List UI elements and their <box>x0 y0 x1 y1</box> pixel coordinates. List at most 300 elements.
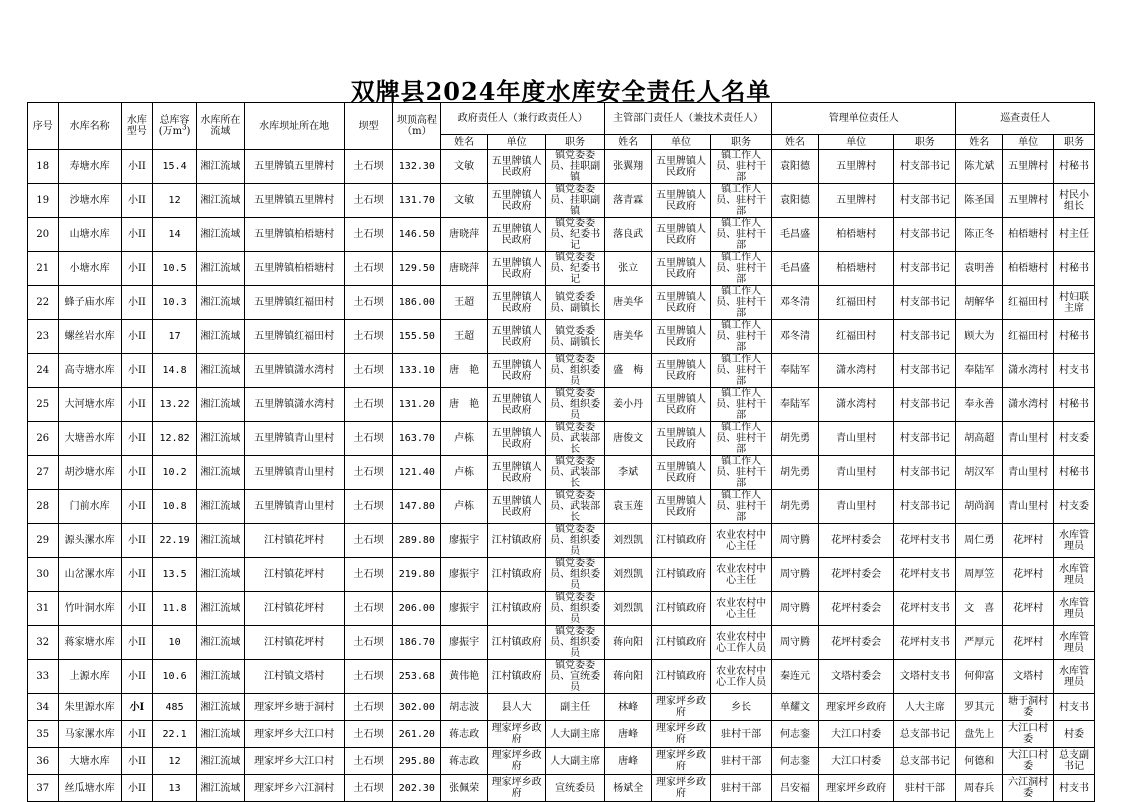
table-row <box>28 721 1095 748</box>
cell-basin: 湘江流域 <box>196 626 244 660</box>
cell-patrol-unit: 潇水湾村 <box>1003 388 1054 422</box>
cell-basin: 湘江流域 <box>196 660 244 694</box>
cell-size: 小II <box>121 150 153 184</box>
cell-gov-name: 王超 <box>441 320 488 354</box>
cell-size: 小II <box>121 660 153 694</box>
subheader-duty: 职务 <box>711 135 772 150</box>
cell-capacity: 22.19 <box>153 524 197 558</box>
cell-dept-name: 姜小丹 <box>605 388 652 422</box>
cell-gov-unit: 江村镇政府 <box>488 660 546 694</box>
table-row <box>28 252 1095 286</box>
cell-gov-duty: 镇党委委员、挂职副镇 <box>546 184 605 218</box>
table-row <box>28 660 1095 694</box>
cell-patrol-duty: 村秘书 <box>1054 456 1095 490</box>
cell-dept-duty: 镇工作人员、驻村干部 <box>711 252 772 286</box>
cell-patrol-duty: 村妇联主席 <box>1054 286 1095 320</box>
cell-patrol-duty: 水库管理员 <box>1054 524 1095 558</box>
cell-gov-name: 王超 <box>441 286 488 320</box>
cell-basin: 湘江流域 <box>196 775 244 802</box>
cell-gov-name: 廖振宇 <box>441 626 488 660</box>
cell-reservoir-name: 高寺塘水库 <box>58 354 121 388</box>
cell-mgmt-duty: 花坪村支书 <box>894 524 956 558</box>
table-row <box>28 422 1095 456</box>
cell-mgmt-duty: 花坪村支书 <box>894 592 956 626</box>
cell-patrol-unit: 花坪村 <box>1003 524 1054 558</box>
cell-dept-duty: 镇工作人员、驻村干部 <box>711 286 772 320</box>
cell-capacity: 17 <box>153 320 197 354</box>
subheader-name: 姓名 <box>772 135 819 150</box>
cell-basin: 湘江流域 <box>196 252 244 286</box>
cell-capacity: 12.82 <box>153 422 197 456</box>
cell-dept-unit: 五里牌镇人民政府 <box>652 218 711 252</box>
cell-size: 小II <box>121 626 153 660</box>
cell-capacity: 12 <box>153 748 197 775</box>
cell-mgmt-duty: 村支部书记 <box>894 218 956 252</box>
cell-location: 理家坪乡大江口村 <box>244 721 344 748</box>
cell-patrol-name: 周春兵 <box>956 775 1003 802</box>
table-row <box>28 320 1095 354</box>
cell-reservoir-name: 大塘善水库 <box>58 422 121 456</box>
cell-mgmt-name: 何志銮 <box>772 721 819 748</box>
cell-patrol-unit: 青山里村 <box>1003 490 1054 524</box>
cell-size: 小II <box>121 354 153 388</box>
cell-elevation: 131.20 <box>393 388 441 422</box>
cell-dept-name: 杨斌全 <box>605 775 652 802</box>
cell-elevation: 121.40 <box>393 456 441 490</box>
cell-location: 江村镇花坪村 <box>244 524 344 558</box>
cell-patrol-duty: 水库管理员 <box>1054 626 1095 660</box>
cell-gov-duty: 镇党委委员、组织委员 <box>546 626 605 660</box>
cell-basin: 湘江流域 <box>196 218 244 252</box>
cell-dept-name: 唐峰 <box>605 721 652 748</box>
cell-mgmt-name: 奉陆军 <box>772 354 819 388</box>
cell-gov-duty: 镇党委委员、武装部长 <box>546 456 605 490</box>
cell-seq: 19 <box>28 184 59 218</box>
cell-gov-name: 蒋志政 <box>441 721 488 748</box>
cell-reservoir-name: 胡沙塘水库 <box>58 456 121 490</box>
cell-basin: 湘江流域 <box>196 422 244 456</box>
cell-gov-unit: 江村镇政府 <box>488 592 546 626</box>
subheader-name: 姓名 <box>605 135 652 150</box>
cell-gov-duty: 镇党委委员、挂职副镇 <box>546 150 605 184</box>
cell-mgmt-name: 胡先勇 <box>772 422 819 456</box>
cell-reservoir-name: 竹叶洞水库 <box>58 592 121 626</box>
cell-dept-unit: 五里牌镇人民政府 <box>652 422 711 456</box>
cell-basin: 湘江流域 <box>196 184 244 218</box>
cell-patrol-unit: 文塔村 <box>1003 660 1054 694</box>
cell-mgmt-duty: 花坪村支书 <box>894 626 956 660</box>
cell-seq: 31 <box>28 592 59 626</box>
cell-dept-duty: 农业农村中心工作人员 <box>711 660 772 694</box>
cell-gov-name: 黄伟艳 <box>441 660 488 694</box>
cell-gov-unit: 江村镇政府 <box>488 524 546 558</box>
cell-mgmt-name: 周守腾 <box>772 524 819 558</box>
cell-mgmt-unit: 潇水湾村 <box>818 354 893 388</box>
cell-size: 小II <box>121 592 153 626</box>
table-body <box>28 150 1095 802</box>
cell-mgmt-name: 周守腾 <box>772 626 819 660</box>
cell-dept-duty: 驻村干部 <box>711 775 772 802</box>
cell-gov-name: 文敏 <box>441 150 488 184</box>
cell-patrol-name: 陈尤斌 <box>956 150 1003 184</box>
cell-mgmt-name: 秦连元 <box>772 660 819 694</box>
table-row <box>28 592 1095 626</box>
cell-patrol-name: 严厚元 <box>956 626 1003 660</box>
cell-location: 五里牌镇潇水湾村 <box>244 388 344 422</box>
header-gov-group: 政府责任人（兼行政责任人） <box>441 103 605 135</box>
table-row <box>28 150 1095 184</box>
cell-patrol-unit: 大江口村委 <box>1003 721 1054 748</box>
cell-basin: 湘江流域 <box>196 320 244 354</box>
cell-dept-duty: 镇工作人员、驻村干部 <box>711 422 772 456</box>
cell-mgmt-duty: 人大主席 <box>894 694 956 721</box>
cell-patrol-duty: 村秘书 <box>1054 150 1095 184</box>
cell-dept-name: 唐俊文 <box>605 422 652 456</box>
cell-dept-unit: 理家坪乡政府 <box>652 748 711 775</box>
cell-mgmt-unit: 红福田村 <box>818 286 893 320</box>
cell-mgmt-unit: 红福田村 <box>818 320 893 354</box>
cell-gov-duty: 镇党委委员、副镇长 <box>546 320 605 354</box>
cell-seq: 25 <box>28 388 59 422</box>
cell-gov-name: 唐晓萍 <box>441 252 488 286</box>
cell-gov-name: 廖振宇 <box>441 592 488 626</box>
cell-patrol-name: 奉永善 <box>956 388 1003 422</box>
cell-size: 小II <box>121 252 153 286</box>
cell-basin: 湘江流域 <box>196 592 244 626</box>
table-row <box>28 354 1095 388</box>
cell-patrol-duty: 村委 <box>1054 721 1095 748</box>
cell-patrol-unit: 红福田村 <box>1003 286 1054 320</box>
cell-size: 小II <box>121 218 153 252</box>
cell-capacity: 13 <box>153 775 197 802</box>
cell-mgmt-duty: 村支部书记 <box>894 150 956 184</box>
cell-elevation: 133.10 <box>393 354 441 388</box>
cell-gov-unit: 五里牌镇人民政府 <box>488 184 546 218</box>
cell-gov-name: 廖振宇 <box>441 524 488 558</box>
cell-gov-name: 唐 艳 <box>441 388 488 422</box>
cell-dept-duty: 农业农村中心主任 <box>711 592 772 626</box>
cell-mgmt-duty: 驻村干部 <box>894 775 956 802</box>
cell-mgmt-unit: 青山里村 <box>818 422 893 456</box>
cell-elevation: 129.50 <box>393 252 441 286</box>
cell-reservoir-name: 大塘水库 <box>58 748 121 775</box>
cell-mgmt-unit: 花坪村委会 <box>818 592 893 626</box>
cell-dept-duty: 农业农村中心主任 <box>711 524 772 558</box>
cell-patrol-name: 胡解华 <box>956 286 1003 320</box>
cell-dam-type: 土石坝 <box>344 748 393 775</box>
cell-location: 理家坪乡大江口村 <box>244 748 344 775</box>
table-row <box>28 184 1095 218</box>
cell-seq: 28 <box>28 490 59 524</box>
cell-mgmt-duty: 总支部书记 <box>894 748 956 775</box>
cell-dept-name: 林峰 <box>605 694 652 721</box>
cell-location: 五里牌镇五里牌村 <box>244 184 344 218</box>
cell-seq: 27 <box>28 456 59 490</box>
cell-patrol-name: 盘先上 <box>956 721 1003 748</box>
cell-patrol-name: 周厚笠 <box>956 558 1003 592</box>
cell-location: 江村镇花坪村 <box>244 592 344 626</box>
cell-gov-unit: 江村镇政府 <box>488 558 546 592</box>
cell-mgmt-unit: 五里牌村 <box>818 150 893 184</box>
table-row <box>28 775 1095 802</box>
header-patrol-group: 巡查责任人 <box>956 103 1095 135</box>
cell-reservoir-name: 门前水库 <box>58 490 121 524</box>
subheader-duty: 职务 <box>894 135 956 150</box>
cell-size: 小II <box>121 490 153 524</box>
cell-dam-type: 土石坝 <box>344 218 393 252</box>
cell-dam-type: 土石坝 <box>344 354 393 388</box>
cell-elevation: 163.70 <box>393 422 441 456</box>
subheader-duty: 职务 <box>1054 135 1095 150</box>
cell-dam-type: 土石坝 <box>344 184 393 218</box>
cell-size: 小II <box>121 388 153 422</box>
cell-gov-duty: 镇党委委员、组织委员 <box>546 388 605 422</box>
cell-mgmt-duty: 村支部书记 <box>894 490 956 524</box>
cell-reservoir-name: 朱里源水库 <box>58 694 121 721</box>
cell-dept-name: 蒋向阳 <box>605 660 652 694</box>
cell-seq: 37 <box>28 775 59 802</box>
cell-gov-unit: 五里牌镇人民政府 <box>488 218 546 252</box>
cell-elevation: 202.30 <box>393 775 441 802</box>
header-elevation: 坝顶高程（m） <box>393 103 441 150</box>
header-mgmt-group: 管理单位责任人 <box>772 103 956 135</box>
cell-elevation: 131.70 <box>393 184 441 218</box>
cell-dept-duty: 农业农村中心主任 <box>711 558 772 592</box>
cell-patrol-unit: 五里牌村 <box>1003 150 1054 184</box>
cell-capacity: 10.2 <box>153 456 197 490</box>
cell-dept-duty: 镇工作人员、驻村干部 <box>711 218 772 252</box>
cell-capacity: 10.6 <box>153 660 197 694</box>
cell-patrol-unit: 红福田村 <box>1003 320 1054 354</box>
header-seq: 序号 <box>28 103 59 150</box>
cell-patrol-unit: 花坪村 <box>1003 592 1054 626</box>
cell-location: 五里牌镇青山里村 <box>244 456 344 490</box>
cell-location: 理家坪乡塘于洞村 <box>244 694 344 721</box>
table-row <box>28 286 1095 320</box>
cell-mgmt-unit: 青山里村 <box>818 456 893 490</box>
cell-dam-type: 土石坝 <box>344 775 393 802</box>
table-row <box>28 558 1095 592</box>
cell-capacity: 10.5 <box>153 252 197 286</box>
cell-dept-name: 张立 <box>605 252 652 286</box>
cell-size: 小II <box>121 558 153 592</box>
cell-gov-name: 蒋志政 <box>441 748 488 775</box>
cell-dept-unit: 理家坪乡政府 <box>652 721 711 748</box>
cell-gov-duty: 副主任 <box>546 694 605 721</box>
header-dam-type: 坝型 <box>344 103 393 150</box>
cell-basin: 湘江流域 <box>196 490 244 524</box>
cell-reservoir-name: 山岔漯水库 <box>58 558 121 592</box>
cell-patrol-name: 周仁勇 <box>956 524 1003 558</box>
cell-patrol-name: 罗其元 <box>956 694 1003 721</box>
cell-capacity: 485 <box>153 694 197 721</box>
cell-dept-name: 落良武 <box>605 218 652 252</box>
cell-basin: 湘江流域 <box>196 694 244 721</box>
table-row <box>28 626 1095 660</box>
cell-dam-type: 土石坝 <box>344 150 393 184</box>
cell-gov-duty: 镇党委委员、武装部长 <box>546 490 605 524</box>
table-row <box>28 456 1095 490</box>
cell-dept-name: 刘烈凯 <box>605 592 652 626</box>
cell-reservoir-name: 寿塘水库 <box>58 150 121 184</box>
page-title: 双牌县2024年度水库安全责任人名单 <box>350 77 772 106</box>
cell-basin: 湘江流域 <box>196 748 244 775</box>
cell-patrol-duty: 水库管理员 <box>1054 660 1095 694</box>
cell-mgmt-unit: 柏梧塘村 <box>818 218 893 252</box>
cell-mgmt-name: 奉陆军 <box>772 388 819 422</box>
cell-dept-name: 袁玉莲 <box>605 490 652 524</box>
cell-location: 五里牌镇红福田村 <box>244 320 344 354</box>
cell-gov-name: 卢栋 <box>441 422 488 456</box>
cell-patrol-name: 陈圣国 <box>956 184 1003 218</box>
cell-gov-duty: 镇党委委员、宣统委员 <box>546 660 605 694</box>
cell-basin: 湘江流域 <box>196 286 244 320</box>
cell-mgmt-unit: 花坪村委会 <box>818 524 893 558</box>
cell-patrol-duty: 村支委 <box>1054 422 1095 456</box>
cell-patrol-name: 何德和 <box>956 748 1003 775</box>
cell-mgmt-unit: 文塔村委会 <box>818 660 893 694</box>
cell-capacity: 11.8 <box>153 592 197 626</box>
subheader-unit: 单位 <box>818 135 893 150</box>
cell-capacity: 13.22 <box>153 388 197 422</box>
cell-gov-unit: 五里牌镇人民政府 <box>488 320 546 354</box>
cell-dept-name: 落青霖 <box>605 184 652 218</box>
cell-seq: 26 <box>28 422 59 456</box>
cell-mgmt-name: 单耀文 <box>772 694 819 721</box>
cell-dept-name: 唐美华 <box>605 286 652 320</box>
cell-seq: 22 <box>28 286 59 320</box>
header-name: 水库名称 <box>58 103 121 150</box>
cell-patrol-duty: 总支副书记 <box>1054 748 1095 775</box>
cell-location: 五里牌镇潇水湾村 <box>244 354 344 388</box>
cell-patrol-name: 陈正冬 <box>956 218 1003 252</box>
cell-dept-duty: 镇工作人员、驻村干部 <box>711 320 772 354</box>
cell-capacity: 10 <box>153 626 197 660</box>
cell-gov-duty: 人大副主席 <box>546 721 605 748</box>
cell-elevation: 155.50 <box>393 320 441 354</box>
cell-gov-unit: 五里牌镇人民政府 <box>488 388 546 422</box>
cell-basin: 湘江流域 <box>196 721 244 748</box>
cell-patrol-name: 文 喜 <box>956 592 1003 626</box>
cell-seq: 18 <box>28 150 59 184</box>
cell-mgmt-name: 胡先勇 <box>772 456 819 490</box>
cell-dept-duty: 镇工作人员、驻村干部 <box>711 456 772 490</box>
cell-seq: 34 <box>28 694 59 721</box>
cell-mgmt-unit: 青山里村 <box>818 490 893 524</box>
cell-gov-unit: 五里牌镇人民政府 <box>488 490 546 524</box>
cell-location: 江村镇花坪村 <box>244 558 344 592</box>
cell-capacity: 22.1 <box>153 721 197 748</box>
cell-location: 五里牌镇柏梧塘村 <box>244 218 344 252</box>
header-basin: 水库所在流域 <box>196 103 244 150</box>
cell-patrol-unit: 柏梧塘村 <box>1003 252 1054 286</box>
subheader-duty: 职务 <box>546 135 605 150</box>
cell-capacity: 15.4 <box>153 150 197 184</box>
cell-dept-unit: 五里牌镇人民政府 <box>652 456 711 490</box>
cell-dam-type: 土石坝 <box>344 558 393 592</box>
cell-gov-duty: 镇党委委员、组织委员 <box>546 524 605 558</box>
cell-mgmt-unit: 五里牌村 <box>818 184 893 218</box>
cell-gov-unit: 县人大 <box>488 694 546 721</box>
cell-gov-name: 胡志波 <box>441 694 488 721</box>
cell-dept-duty: 镇工作人员、驻村干部 <box>711 490 772 524</box>
cell-location: 江村镇花坪村 <box>244 626 344 660</box>
cell-seq: 36 <box>28 748 59 775</box>
cell-patrol-name: 袁明善 <box>956 252 1003 286</box>
cell-mgmt-unit: 花坪村委会 <box>818 558 893 592</box>
cell-reservoir-name: 螺丝岩水库 <box>58 320 121 354</box>
cell-mgmt-duty: 文塔村支书 <box>894 660 956 694</box>
cell-mgmt-unit: 大江口村委 <box>818 748 893 775</box>
cell-dept-duty: 镇工作人员、驻村干部 <box>711 354 772 388</box>
cell-dept-name: 唐峰 <box>605 748 652 775</box>
cell-dept-name: 刘烈凯 <box>605 524 652 558</box>
cell-size: 小II <box>121 748 153 775</box>
cell-dept-unit: 五里牌镇人民政府 <box>652 388 711 422</box>
table-row <box>28 748 1095 775</box>
cell-location: 五里牌镇五里牌村 <box>244 150 344 184</box>
cell-patrol-name: 胡汉军 <box>956 456 1003 490</box>
cell-mgmt-name: 邓冬清 <box>772 286 819 320</box>
cell-dept-duty: 镇工作人员、驻村干部 <box>711 184 772 218</box>
cell-gov-unit: 五里牌镇人民政府 <box>488 252 546 286</box>
cell-dept-unit: 五里牌镇人民政府 <box>652 184 711 218</box>
cell-dept-unit: 江村镇政府 <box>652 626 711 660</box>
cell-location: 五里牌镇青山里村 <box>244 422 344 456</box>
cell-mgmt-duty: 村支部书记 <box>894 320 956 354</box>
cell-gov-unit: 理家坪乡政府 <box>488 748 546 775</box>
cell-dept-unit: 理家坪乡政府 <box>652 775 711 802</box>
cell-capacity: 12 <box>153 184 197 218</box>
cell-mgmt-unit: 潇水湾村 <box>818 388 893 422</box>
cell-reservoir-name: 山塘水库 <box>58 218 121 252</box>
cell-dam-type: 土石坝 <box>344 456 393 490</box>
cell-capacity: 10.3 <box>153 286 197 320</box>
cell-gov-duty: 宣统委员 <box>546 775 605 802</box>
cell-mgmt-duty: 村支部书记 <box>894 456 956 490</box>
cell-gov-unit: 五里牌镇人民政府 <box>488 456 546 490</box>
cell-size: 小II <box>121 184 153 218</box>
cell-mgmt-name: 毛昌盛 <box>772 252 819 286</box>
cell-dept-duty: 农业农村中心工作人员 <box>711 626 772 660</box>
table-row <box>28 524 1095 558</box>
cell-seq: 29 <box>28 524 59 558</box>
cell-gov-duty: 镇党委委员、纪委书记 <box>546 218 605 252</box>
cell-patrol-unit: 塘于洞村委 <box>1003 694 1054 721</box>
cell-seq: 35 <box>28 721 59 748</box>
cell-mgmt-name: 胡先勇 <box>772 490 819 524</box>
cell-seq: 24 <box>28 354 59 388</box>
cell-elevation: 132.30 <box>393 150 441 184</box>
cell-mgmt-name: 何志銮 <box>772 748 819 775</box>
header-capacity-text: 总库容(万m <box>158 115 190 137</box>
cell-dam-type: 土石坝 <box>344 660 393 694</box>
cell-patrol-duty: 村秘书 <box>1054 252 1095 286</box>
cell-patrol-duty: 村支书 <box>1054 694 1095 721</box>
cell-size: 小II <box>121 456 153 490</box>
cell-basin: 湘江流域 <box>196 354 244 388</box>
cell-gov-name: 唐 艳 <box>441 354 488 388</box>
cell-patrol-duty: 水库管理员 <box>1054 592 1095 626</box>
cell-capacity: 13.5 <box>153 558 197 592</box>
cell-dam-type: 土石坝 <box>344 524 393 558</box>
cell-patrol-duty: 村主任 <box>1054 218 1095 252</box>
cell-dept-unit: 江村镇政府 <box>652 592 711 626</box>
cell-seq: 30 <box>28 558 59 592</box>
cell-dam-type: 土石坝 <box>344 490 393 524</box>
cell-mgmt-duty: 村支部书记 <box>894 252 956 286</box>
cell-size: 小II <box>121 422 153 456</box>
